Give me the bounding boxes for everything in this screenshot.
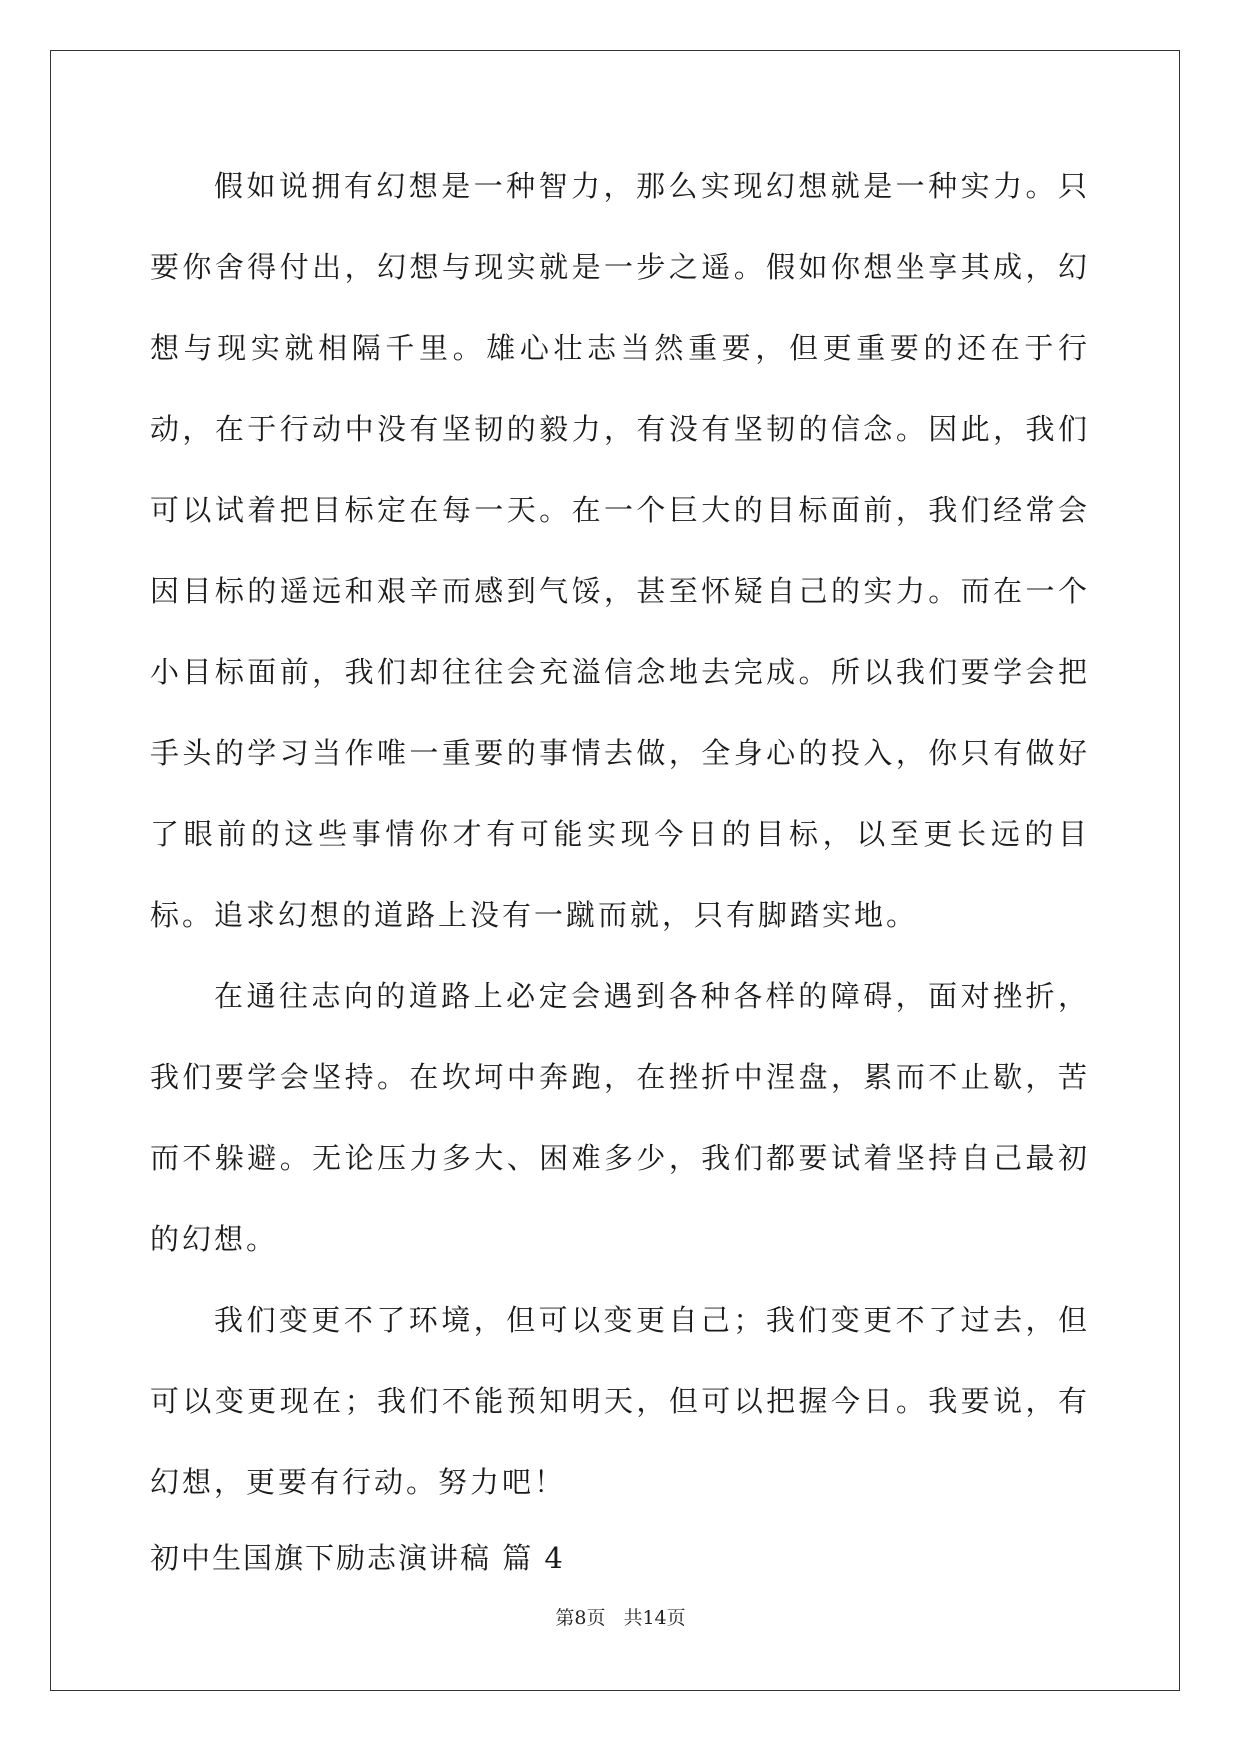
paragraph-2: 在通往志向的道路上必定会遇到各种各样的障碍，面对挫折，我们要学会坚持。在坎坷中奔跑，在挫折中涅盘，累而不止歇，苦而不躲避。无论压力多大、困难多少，我们都要试着坚持自己最初的幻想。 xyxy=(150,979,1090,1256)
page-footer xyxy=(0,1603,1241,1630)
paragraph-1: 假如说拥有幻想是一种智力，那么实现幻想就是一种实力。只要你舍得付出，幻想与现实就是一步之遥。假如你想坐享其成，幻想与现实就相隔千里。雄心壮志当然重要，但更重要的还在于行动，在于行动中没有坚韧的毅力，有没有坚韧的信念。因此，我们可以试着把目标定在每一天。在一个巨大的目标面前，我们经常会因目标的遥远和艰辛而感到气馁，甚至怀疑自己的实力。而在一个小目标面前，我们却往往会充溢信念地去完成。所以我们要学会把手头的学习当作唯一重要的事情去做，全身心的投入，你只有做好了眼前的这些事情你才有可能实现今日的目标，以至更长远的目标。追求幻想的道路上没有一蹴而就，只有脚踏实地。 xyxy=(150,169,1090,932)
paragraph-3: 我们变更不了环境，但可以变更自己；我们变更不了过去，但可以变更现在；我们不能预知明天，但可以把握今日。我要说，有幻想，更要有行动。努力吧！ xyxy=(150,1303,1090,1499)
current-page-label: 第8页 xyxy=(555,1607,606,1629)
section-heading: 初中生国旗下励志演讲稿 篇 4 xyxy=(150,1541,565,1575)
document-body xyxy=(150,146,1090,1593)
total-pages-label: 共14页 xyxy=(623,1607,686,1629)
